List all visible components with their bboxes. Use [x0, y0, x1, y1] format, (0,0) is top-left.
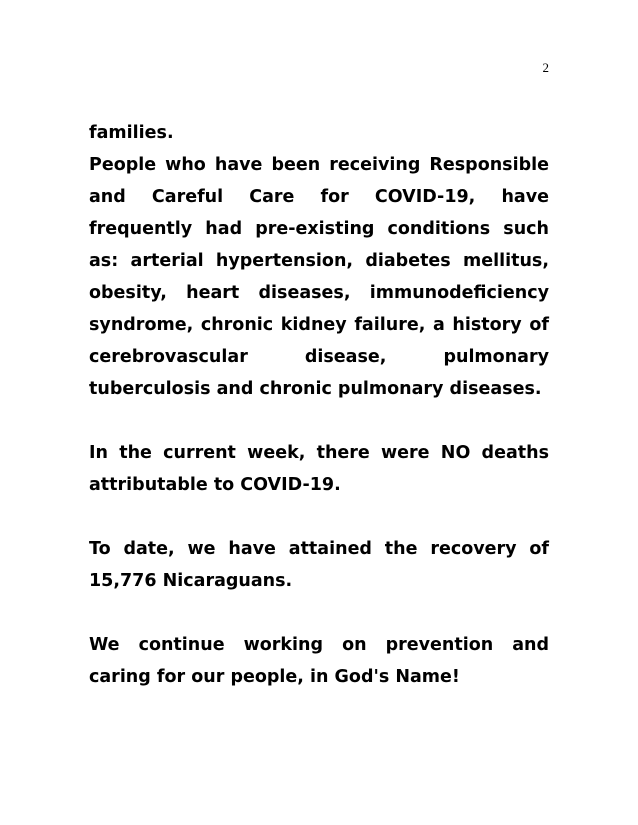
paragraph-spacer: [89, 405, 549, 437]
paragraph-spacer: [89, 597, 549, 629]
paragraph-closing: We continue working on prevention and caring for our people, in God's Name!: [89, 635, 549, 687]
paragraph-recovery: To date, we have attained the recovery of 15,776 Nicaraguans.: [89, 539, 549, 591]
paragraph-preexisting-conditions: People who have been receiving Responsible and Careful Care for COVID-19, have frequently had pre-existing conditions such as: arterial hypertension, diabetes mellitus, obesity, heart diseases, immunodeficiency syndrome, chronic kidney failure, a history of cerebrovascular disease, pulmonary tuberculosis and chronic pulmonary diseases.: [89, 155, 549, 399]
paragraph-deaths: In the current week, there were NO deaths attributable to COVID-19.: [89, 443, 549, 495]
paragraph-families: families.: [89, 123, 174, 143]
page-number: 2: [542, 60, 549, 75]
document-body: [89, 117, 549, 693]
paragraph-spacer: [89, 501, 549, 533]
